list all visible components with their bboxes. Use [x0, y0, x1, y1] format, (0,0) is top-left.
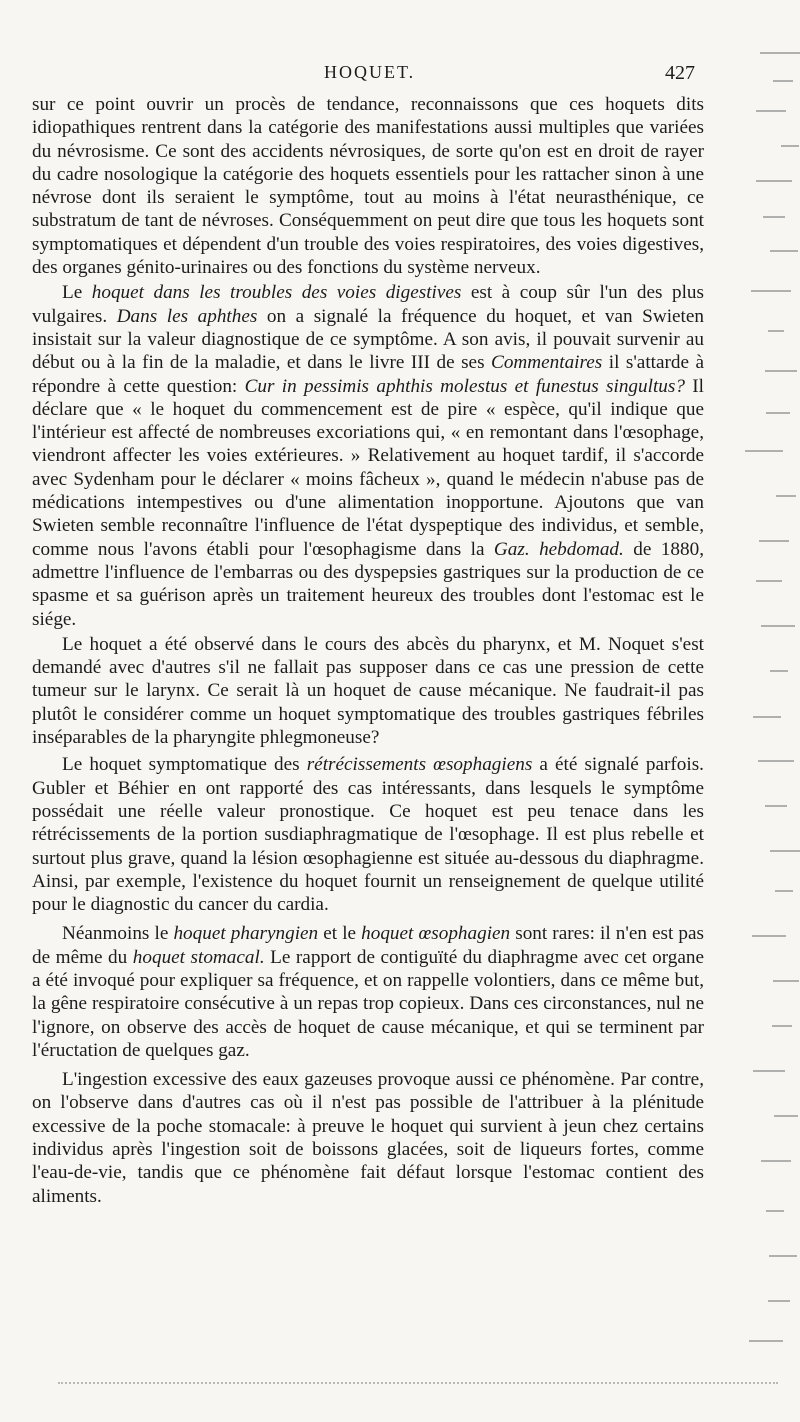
- text-run: Il déclare que « le hoquet du commencement est de pire « espèce, qu'il indique que l'intérieur est affecté de nombreuses excoriations qui, « en remontant dans l'œsophage, viendront affecter les voies extérieures. » Relativement au hoquet tardif, il s'accorde avec Sydenham pour le déclarer « moins fâcheux », quand le médecin n'abuse pas de médications intempestives ou d'une alimentation inopportune. Ajoutons que van Swieten semble reconnaître l'influence de l'état dyspeptique des individus, et semble, comme nous l'avons établi pour l'œsophagisme dans la: [32, 375, 704, 560]
- scan-mark: [761, 1160, 791, 1162]
- scan-mark: [756, 180, 792, 182]
- italic-text: hoquet pharyngien: [173, 923, 319, 945]
- scan-mark: [768, 330, 784, 332]
- running-head: [310, 62, 695, 88]
- paragraph: [32, 633, 704, 749]
- paragraph: [32, 93, 704, 279]
- page-number: 427: [665, 62, 695, 84]
- scan-mark: [766, 1210, 784, 1212]
- scan-mark: [774, 1115, 798, 1117]
- scan-mark: [751, 290, 791, 292]
- text-run: de 1880, admettre l'influence de l'embarras ou des dyspepsies gastriques sur la production de ce spasme et sa guérison après un traitement heureux des troubles dont l'estomac est le siége.: [32, 538, 704, 630]
- scan-mark: [781, 145, 799, 147]
- scan-mark: [775, 890, 793, 892]
- scan-mark: [770, 250, 798, 252]
- italic-text: Dans les aphthes: [116, 305, 258, 327]
- italic-text: hoquet dans les troubles des voies digestives: [91, 282, 462, 304]
- scan-mark: [769, 1255, 797, 1257]
- scan-mark: [756, 110, 786, 112]
- italic-text: Gaz. hebdomad.: [493, 538, 624, 560]
- running-title: HOQUET.: [324, 62, 416, 82]
- scan-mark: [765, 805, 787, 807]
- text-run: est à coup sûr l'un des plus vulgaires.: [32, 282, 704, 327]
- bottom-scan-marks: [58, 1382, 778, 1387]
- scan-mark: [745, 450, 783, 452]
- text-run: Le rapport de contiguïté du diaphragme avec cet organe a été invoqué pour expliquer sa fréquence, et on rappelle volontiers, dans ce même but, la gêne respiratoire consécutive à un repas trop copieux. Dans ces circonstances, nul ne l'ignore, on observe des accès de hoquet de cause mécanique, et qui se terminent par l'éructation de quelques gaz.: [32, 946, 705, 1061]
- text-run: il s'attarde à répondre à cette question:: [32, 352, 705, 397]
- text-run: sont rares: il n'en est pas de même du: [32, 923, 705, 968]
- italic-text: Cur in pessimis aphthis molestus et funestus singultus?: [244, 375, 685, 397]
- scan-mark: [761, 625, 795, 627]
- scan-mark: [752, 935, 786, 937]
- body-text: [32, 93, 704, 1208]
- text-run: Le: [62, 282, 92, 304]
- scan-mark: [763, 216, 785, 218]
- text-run: L'ingestion excessive des eaux gazeuses provoque aussi ce phénomène. Par contre, on l'observe dans d'autres cas où il n'est pas possible de l'attribuer à la plénitude excessive de la poche stomacale: à preuve le hoquet qui survient à jeun chez certains individus après l'ingestion soit de boissons glacées, soit de liqueurs fortes, comme l'eau-de-vie, tandis que ce phénomène fait défaut lorsque l'estomac contient des aliments.: [32, 1069, 704, 1207]
- paragraph: [32, 753, 704, 916]
- italic-text: hoquet œsophagien: [361, 923, 511, 945]
- scan-mark: [765, 370, 797, 372]
- scan-mark: [753, 716, 781, 718]
- text-run: on a signalé la fréquence du hoquet, et van Swieten insistait sur la valeur diagnostique de ce symptôme. A son avis, il pouvait survenir au début ou à la fin de la maladie, et dans le livre III de ses: [32, 305, 704, 374]
- scan-mark: [768, 1300, 790, 1302]
- scan-mark: [756, 580, 782, 582]
- scan-mark: [773, 80, 793, 82]
- text-run: Néanmoins le: [62, 923, 174, 945]
- scan-mark: [766, 412, 790, 414]
- italic-text: hoquet stomacal.: [132, 946, 265, 968]
- text-run: Le hoquet symptomatique des: [62, 754, 307, 776]
- italic-text: rétrécissements œsophagiens: [306, 754, 533, 776]
- scan-mark: [772, 1025, 792, 1027]
- text-run: sur ce point ouvrir un procès de tendance, reconnaissons que ces hoquets dits idiopathiques rentrent dans la catégorie des manifestations aussi multiples que variées du névrosisme. Ce sont des accidents névrosiques, de sorte qu'on est en droit de rayer du cadre nosologique la catégorie des hoquets essentiels pour les rattacher sinon à une névrose dont ils seraient le symptôme, tout au moins à l'état neurasthénique, ce substratum de tant de névroses. Conséquemment on peut dire que tous les hoquets sont symptomatiques et dépendent d'un trouble des voies respiratoires, des voies digestives, des organes génito-urinaires ou des fonctions du système nerveux.: [32, 94, 704, 279]
- scan-mark: [776, 495, 796, 497]
- paragraph: [32, 922, 704, 1062]
- italic-text: Commentaires: [491, 352, 603, 374]
- scan-mark: [770, 670, 788, 672]
- margin-scan-marks: [732, 40, 800, 1370]
- scan-mark: [749, 1340, 783, 1342]
- text-run: et le: [318, 923, 362, 945]
- scan-mark: [759, 540, 789, 542]
- scan-mark: [753, 1070, 785, 1072]
- scan-mark: [760, 52, 800, 54]
- text-run: Le hoquet a été observé dans le cours des abcès du pharynx, et M. Noquet s'est demandé avec d'autres s'il ne fallait pas supposer dans ce cas une pression de cette tumeur sur le larynx. Ce serait là un hoquet de cause mécanique. Ne faudrait-il pas plutôt le considérer comme un hoquet symptomatique des troubles gastriques fébriles inséparables de la pharyngite phlegmoneuse?: [32, 633, 704, 749]
- paragraph: [32, 281, 704, 630]
- scan-mark: [773, 980, 799, 982]
- scan-mark: [770, 850, 800, 852]
- text-run: a été signalé parfois. Gubler et Béhier en ont rapporté des cas intéressants, dans lesquels le symptôme possédait une réelle valeur pronostique. Ce hoquet est peu tenace dans les rétrécissements de la portion susdiaphragmatique de l'œsophage. Il est plus rebelle et surtout plus grave, quand la lésion œsophagienne est située au-dessous du diaphragme. Ainsi, par exemple, l'existence du hoquet fournit un renseignement de quelque utilité pour le diagnostic du cancer du cardia.: [32, 754, 704, 916]
- paragraph: [32, 1068, 704, 1208]
- scan-mark: [758, 760, 794, 762]
